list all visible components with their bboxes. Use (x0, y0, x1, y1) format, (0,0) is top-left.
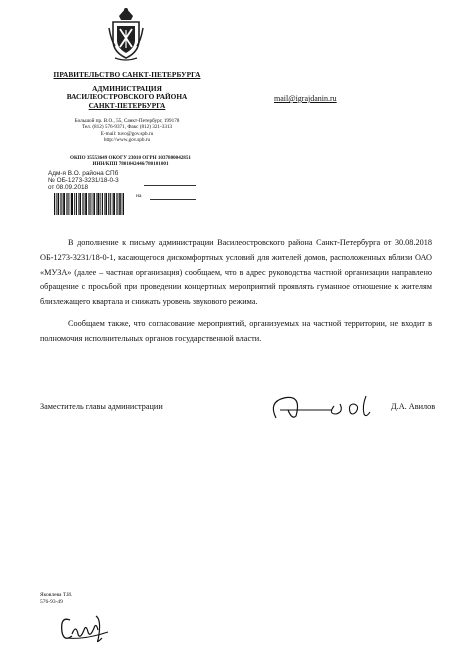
email-line: E-mail: tuvo@gov.spb.ru (100, 130, 154, 137)
website-line: http://www.gov.spb.ru (103, 137, 151, 144)
letter-body (40, 236, 432, 354)
inn-line: ИНН/КПП 7801042446/780101001 (92, 161, 169, 168)
stamp-line3: от 08.09.2018 (48, 184, 89, 191)
stamp-line1: Адм-я В.О. района СПб (48, 170, 119, 177)
reference-number-line (144, 185, 196, 186)
body-paragraph-2: Сообщаем также, что согласование мероприятий, организуемых на частной территории, не входит в полномочия исполнительных органов государственной власти. (40, 318, 432, 343)
administration-heading-line2: ВАСИЛЕОСТРОВСКОГО РАЙОНА (66, 92, 188, 102)
reference-label: на (136, 193, 142, 199)
body-paragraph-1: В дополнение к письму администрации Василеостровского района Санкт-Петербурга от 30.08.2018 ОБ-1273-3231/18-0-1, касающегося дискомфортных условий для жителей домов, расположенных вблизи ОАО «МУЗА» (далее – частная организация) сообщаем, что в адрес руководства частной организации направлено обращение с просьбой при проведении концертных мероприятий проявлять гуманное отношение к жителям близлежащего квартала и снижать уровень звукового режима. (40, 238, 432, 307)
administration-heading-line1: АДМИНИСТРАЦИЯ (92, 84, 162, 93)
spb-coat-of-arms-icon (107, 6, 145, 62)
executor-block (40, 592, 72, 606)
stamp-line2: № ОБ-1273-3231/18-0-3 (48, 177, 119, 184)
administration-heading (52, 85, 202, 110)
administration-heading-line3: САНКТ-ПЕТЕРБУРГА (88, 100, 166, 110)
signature-icon (262, 392, 382, 422)
registration-codes (48, 155, 213, 168)
executor-signature-icon (58, 610, 110, 644)
registration-stamp (48, 170, 128, 191)
address-line: Большой пр. В.О., 55, Санкт-Петербург, 199178 (74, 118, 180, 124)
okpo-line: ОКПО 35553649 ОКОГУ 23010 ОГРН 1037800042851 (70, 155, 191, 161)
executor-phone: 576-93-49 (40, 599, 63, 605)
address-block (52, 118, 202, 144)
reference-date-line (150, 199, 196, 200)
recipient-email[interactable]: mail@igrajdanin.ru (274, 94, 337, 103)
signatory-title: Заместитель главы администрации (40, 402, 163, 411)
phone-line: Тел. (812) 576-9371, Факс (812) 321-3313 (81, 124, 173, 131)
barcode-icon (54, 193, 124, 215)
signatory-name: Д.А. Авилов (391, 402, 436, 411)
government-heading: ПРАВИТЕЛЬСТВО САНКТ-ПЕТЕРБУРГА (53, 70, 201, 79)
executor-name: Яковлева Т.И. (40, 592, 73, 598)
